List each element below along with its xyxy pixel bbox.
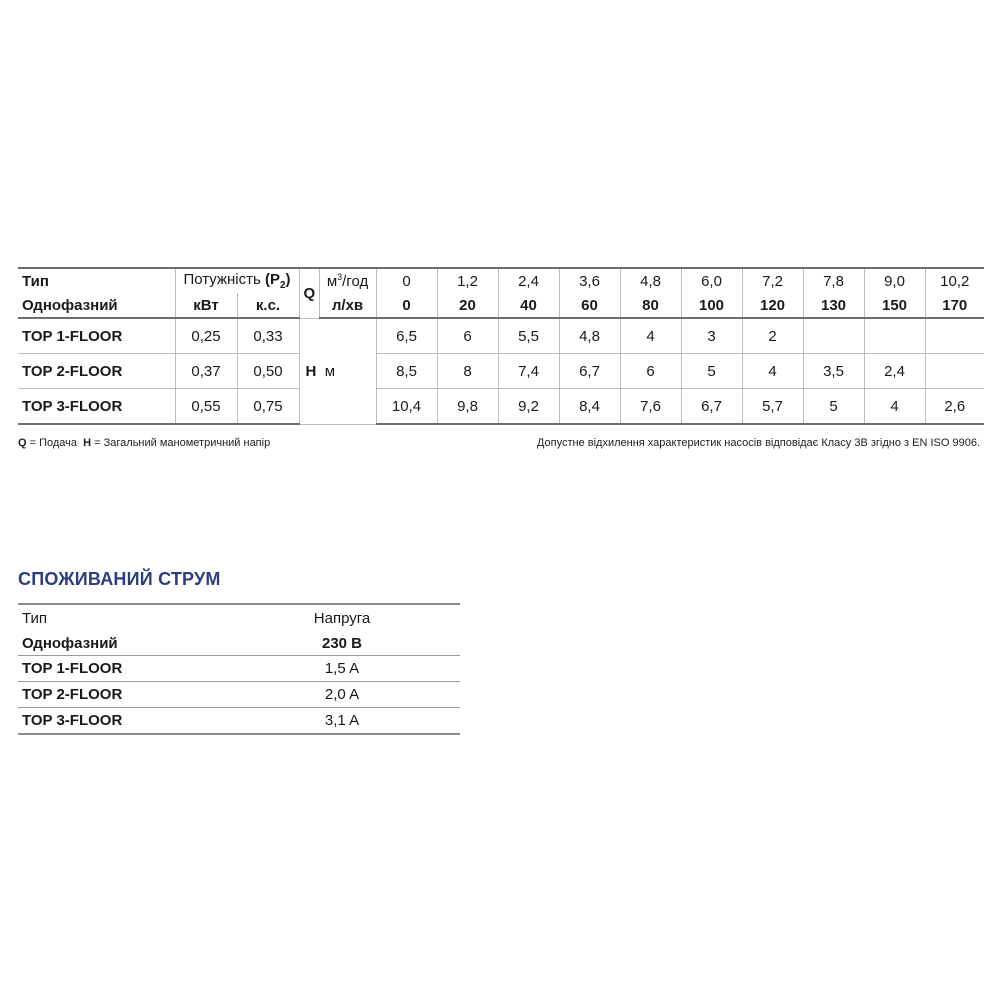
hp-value: 0,75 <box>237 389 299 425</box>
model-name: TOP 3-FLOOR <box>18 708 224 735</box>
amps-value: 3,1 A <box>224 708 460 735</box>
flow-m3h-cell: 9,0 <box>864 268 925 293</box>
flow-m3h-cell: 10,2 <box>925 268 984 293</box>
hp-header: к.с. <box>237 293 299 318</box>
kw-value: 0,37 <box>175 354 237 389</box>
flow-lmin-cell: 60 <box>559 293 620 318</box>
power-header: Потужність $(P_2)$ <box>175 268 299 293</box>
voltage-header: Напруга <box>224 604 460 631</box>
head-value <box>864 318 925 354</box>
current-header-row <box>18 604 460 631</box>
header-row-1 <box>18 268 984 293</box>
flow-lmin-cell: 80 <box>620 293 681 318</box>
hp-value: 0,50 <box>237 354 299 389</box>
voltage-value: 230 В <box>224 631 460 656</box>
kw-value: 0,55 <box>175 389 237 425</box>
table-row <box>18 354 984 389</box>
head-value: 8,5 <box>376 354 437 389</box>
kw-header: кВт <box>175 293 237 318</box>
q-symbol: Q <box>299 268 319 318</box>
current-type-header: Тип <box>18 604 224 631</box>
q-unit-lmin: л/хв <box>319 293 376 318</box>
type-header: Тип <box>18 268 175 293</box>
head-value: 3 <box>681 318 742 354</box>
head-value: 2,4 <box>864 354 925 389</box>
phase-header: Однофазний <box>18 293 175 318</box>
current-phase-header: Однофазний <box>18 631 224 656</box>
flow-lmin-cell: 120 <box>742 293 803 318</box>
table-row <box>18 389 984 425</box>
head-value: 10,4 <box>376 389 437 425</box>
current-table <box>18 603 460 735</box>
flow-m3h-cell: 2,4 <box>498 268 559 293</box>
head-value: 7,6 <box>620 389 681 425</box>
flow-lmin-cell: 40 <box>498 293 559 318</box>
flow-m3h-cell: 1,2 <box>437 268 498 293</box>
head-value: 6 <box>620 354 681 389</box>
head-value: 4 <box>620 318 681 354</box>
head-value: 4 <box>742 354 803 389</box>
head-value: 6,7 <box>681 389 742 425</box>
model-name: TOP 1-FLOOR <box>18 656 224 682</box>
flow-lmin-cell: 0 <box>376 293 437 318</box>
flow-m3h-cell: 0 <box>376 268 437 293</box>
head-value: 7,4 <box>498 354 559 389</box>
model-name: TOP 2-FLOOR <box>18 354 175 389</box>
model-name: TOP 3-FLOOR <box>18 389 175 425</box>
head-value <box>925 318 984 354</box>
head-value: 8,4 <box>559 389 620 425</box>
current-subheader-row <box>18 631 460 656</box>
head-value: 5,7 <box>742 389 803 425</box>
head-value: 4 <box>864 389 925 425</box>
amps-value: 2,0 A <box>224 682 460 708</box>
table-row <box>18 708 460 735</box>
flow-lmin-cell: 150 <box>864 293 925 318</box>
head-value: 6,5 <box>376 318 437 354</box>
head-value: 9,8 <box>437 389 498 425</box>
head-value: 2,6 <box>925 389 984 425</box>
head-value: 2 <box>742 318 803 354</box>
head-value: 3,5 <box>803 354 864 389</box>
model-name: TOP 2-FLOOR <box>18 682 224 708</box>
tolerance-footnote: Допустне відхилення характеристик насосів відповідає Класу 3В згідно з EN ISO 9906. <box>536 437 980 449</box>
head-value: 6 <box>437 318 498 354</box>
flow-m3h-cell: 6,0 <box>681 268 742 293</box>
head-value <box>925 354 984 389</box>
current-section-title: СПОЖИВАНИЙ СТРУМ <box>18 569 221 589</box>
model-name: TOP 1-FLOOR <box>18 318 175 354</box>
flow-m3h-cell: 7,8 <box>803 268 864 293</box>
table-row <box>18 318 984 354</box>
header-row-2 <box>18 293 984 318</box>
head-value: 8 <box>437 354 498 389</box>
table-row <box>18 682 460 708</box>
hp-value: 0,33 <box>237 318 299 354</box>
table-row <box>18 656 460 682</box>
head-value <box>803 318 864 354</box>
kw-value: 0,25 <box>175 318 237 354</box>
head-value: 5,5 <box>498 318 559 354</box>
q-unit-m3h: $м^3$/год <box>319 268 376 293</box>
flow-m3h-cell: 7,2 <box>742 268 803 293</box>
amps-value: 1,5 A <box>224 656 460 682</box>
head-value: 4,8 <box>559 318 620 354</box>
flow-lmin-cell: 130 <box>803 293 864 318</box>
head-unit-label: H м <box>299 318 376 424</box>
performance-table <box>18 267 984 425</box>
flow-m3h-cell: 4,8 <box>620 268 681 293</box>
head-value: 5 <box>803 389 864 425</box>
head-value: 5 <box>681 354 742 389</box>
flow-m3h-cell: 3,6 <box>559 268 620 293</box>
legend-footnote: Q = Подача H = Загальний манометричний напір <box>18 437 271 449</box>
flow-lmin-cell: 170 <box>925 293 984 318</box>
head-value: 9,2 <box>498 389 559 425</box>
flow-lmin-cell: 100 <box>681 293 742 318</box>
flow-lmin-cell: 20 <box>437 293 498 318</box>
head-value: 6,7 <box>559 354 620 389</box>
